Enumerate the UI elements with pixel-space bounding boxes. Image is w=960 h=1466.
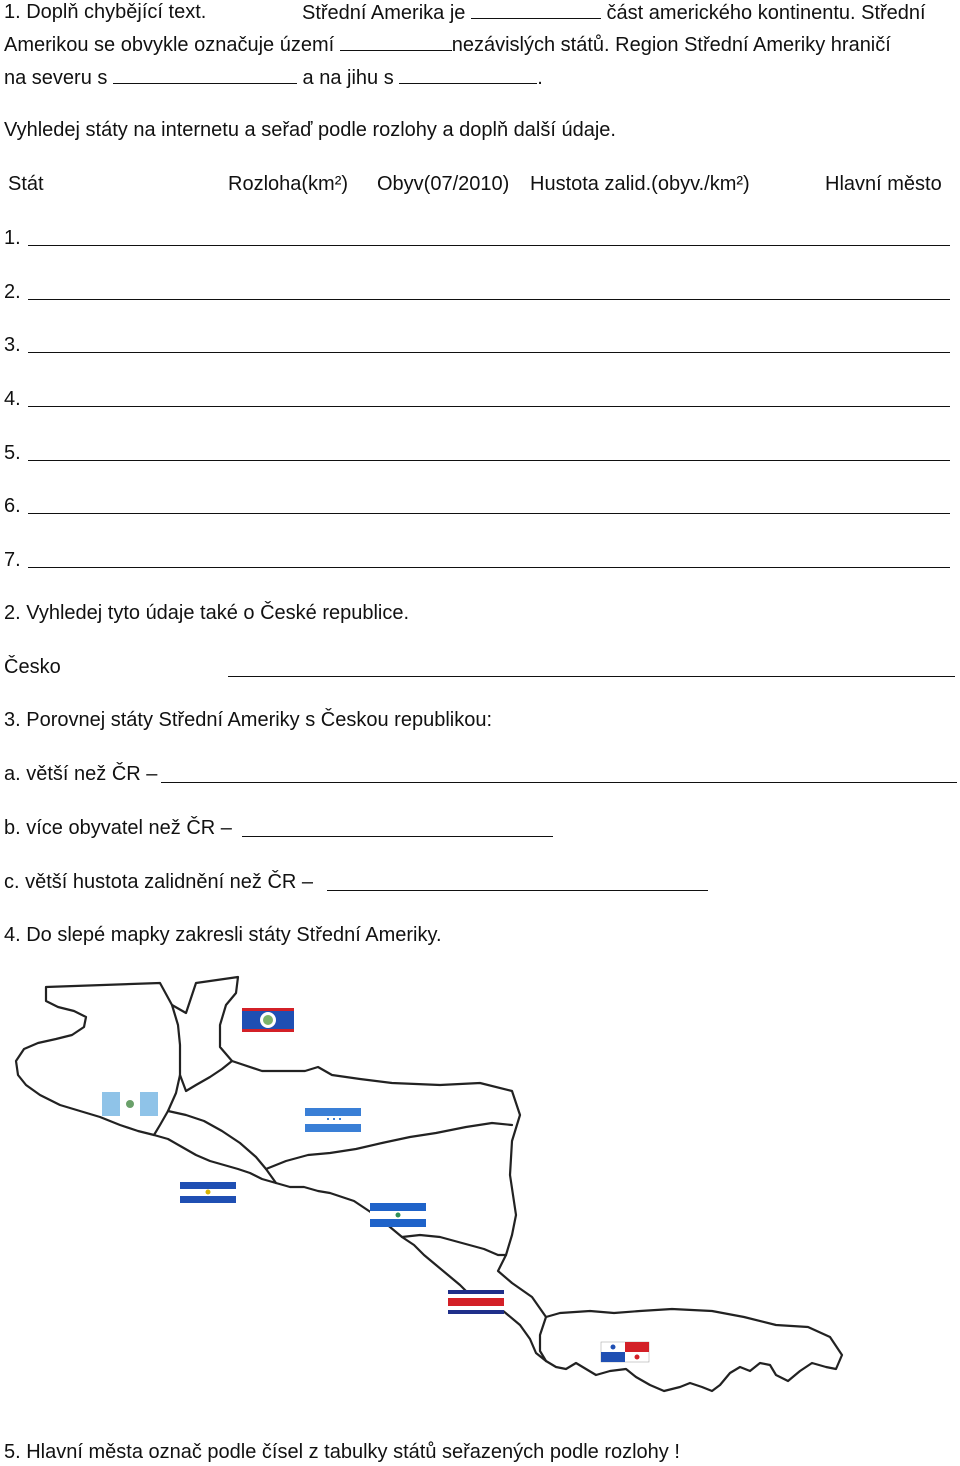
task2-heading: 2. Vyhledej tyto údaje také o České republice. <box>4 602 410 624</box>
table-row-line[interactable] <box>28 513 950 514</box>
task3-b: b. více obyvatel než ČR – <box>4 817 232 839</box>
task1-text-part: Amerikou se obvykle označuje území <box>4 34 335 56</box>
flag-honduras <box>305 1108 361 1132</box>
flag-costa-rica <box>448 1290 504 1314</box>
map-border <box>266 1123 512 1169</box>
task3-heading: 3. Porovnej státy Střední Ameriky s Českou republikou: <box>4 709 493 731</box>
task2-label: Česko <box>4 656 61 678</box>
table-header: Hustota zalid.(obyv./km²) <box>530 173 750 195</box>
task1-text-part: Střední Amerika je <box>302 2 466 24</box>
table-row-number: 7. <box>4 549 21 571</box>
task1-text <box>302 0 926 25</box>
task5-heading: 5. Hlavní města označ podle čísel z tabulky států seřazených podle rozlohy ! <box>4 1441 680 1463</box>
table-header: Stát <box>8 173 44 195</box>
table-row-number: 3. <box>4 334 21 356</box>
task1-instruction: Vyhledej státy na internetu a seřaď podle rozlohy a doplň další údaje. <box>4 119 616 141</box>
central-america-blank-map[interactable] <box>0 965 960 1405</box>
table-row-number: 6. <box>4 495 21 517</box>
map-coastline <box>16 977 842 1391</box>
flag-belize <box>242 1008 294 1032</box>
table-row-number: 2. <box>4 281 21 303</box>
table-row-line[interactable] <box>28 299 950 300</box>
flag-panama <box>601 1342 649 1362</box>
map-border <box>540 1317 546 1361</box>
table-row-number: 4. <box>4 388 21 410</box>
blank-field[interactable] <box>471 0 601 19</box>
map-border <box>402 1235 506 1255</box>
task3-c-line[interactable] <box>327 890 708 891</box>
table-row-number: 5. <box>4 442 21 464</box>
blank-field[interactable] <box>340 32 452 51</box>
task1-text <box>4 32 891 57</box>
blank-field[interactable] <box>399 65 537 84</box>
task1-text-part: . <box>537 67 543 89</box>
table-header: Hlavní město <box>825 173 942 195</box>
flag-el-salvador <box>180 1182 236 1203</box>
task1-text <box>4 65 543 90</box>
task3-b-line[interactable] <box>242 836 553 837</box>
task3-c: c. větší hustota zalidnění než ČR – <box>4 871 314 893</box>
task3-a: a. větší než ČR – <box>4 763 158 785</box>
table-row-line[interactable] <box>28 406 950 407</box>
table-row-line[interactable] <box>28 352 950 353</box>
table-row-line[interactable] <box>28 245 950 246</box>
task1-lead: 1. Doplň chybějící text. <box>4 1 207 23</box>
table-header: Obyv(07/2010) <box>377 173 510 195</box>
task4-heading: 4. Do slepé mapky zakresli státy Střední Ameriky. <box>4 924 442 946</box>
task1-text-part: a na jihu s <box>302 67 394 89</box>
czech-answer-line[interactable] <box>228 676 955 677</box>
task1-text-part: nezávislých států. Region Střední Ameriky hraničí <box>451 34 891 56</box>
blank-field[interactable] <box>113 65 297 84</box>
task1-text-part: na severu s <box>4 67 108 89</box>
table-row-line[interactable] <box>28 567 950 568</box>
task1-text-part: část amerického kontinentu. Střední <box>606 2 926 24</box>
flag-nicaragua <box>370 1203 426 1227</box>
table-row-number: 1. <box>4 227 21 249</box>
table-header: Rozloha(km²) <box>228 173 349 195</box>
task3-a-line[interactable] <box>161 782 957 783</box>
flag-guatemala <box>102 1092 158 1116</box>
table-row-line[interactable] <box>28 460 950 461</box>
